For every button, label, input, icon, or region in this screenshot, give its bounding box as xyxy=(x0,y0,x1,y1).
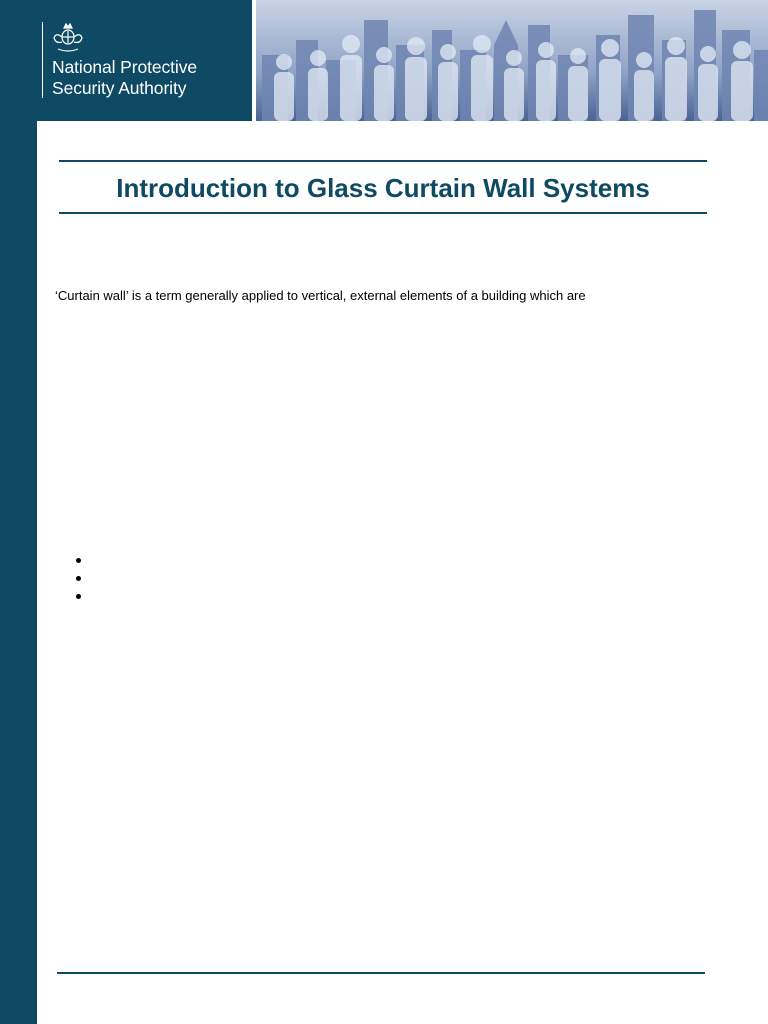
title-rule-top xyxy=(59,160,707,162)
city-people-banner xyxy=(256,0,768,121)
intro-paragraph: ‘Curtain wall’ is a term generally applied to vertical, external elements of a building which are xyxy=(55,288,586,303)
title-rule-bottom xyxy=(59,212,707,214)
bullet-list xyxy=(76,552,86,606)
list-item xyxy=(76,570,86,588)
list-item xyxy=(76,552,86,570)
header-logo-block xyxy=(0,0,252,121)
logo-divider xyxy=(42,22,43,98)
left-sidebar-bar xyxy=(0,121,37,1024)
organisation-name xyxy=(52,57,197,99)
footer-rule xyxy=(57,972,705,974)
list-item xyxy=(76,588,86,606)
royal-crest-icon xyxy=(48,22,88,54)
organisation-name-line2: Security Authority xyxy=(52,78,187,98)
document-title: Introduction to Glass Curtain Wall Systems xyxy=(116,173,650,203)
organisation-name-line1: National Protective xyxy=(52,57,197,77)
